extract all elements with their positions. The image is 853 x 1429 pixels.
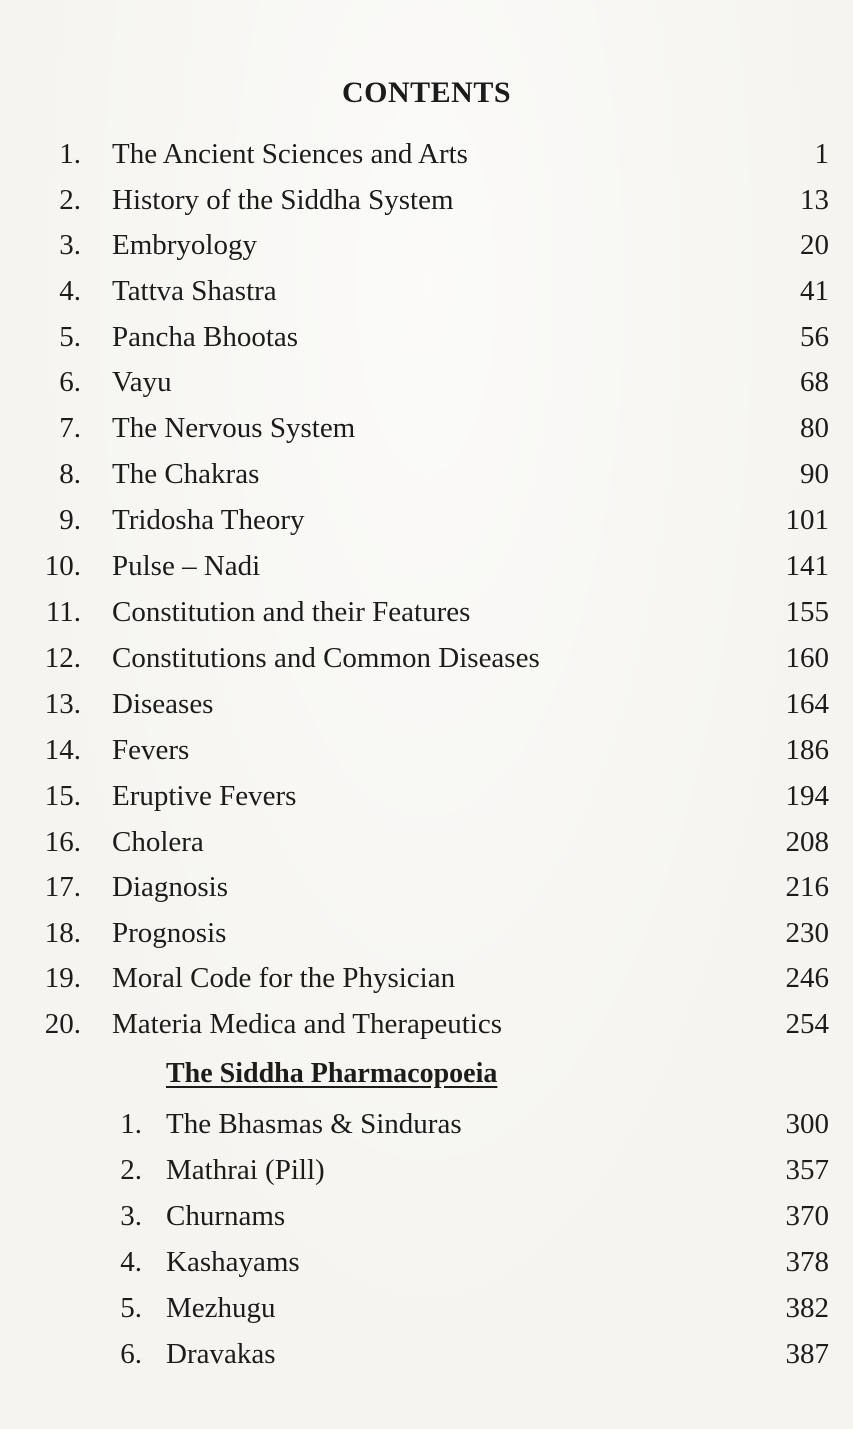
entry-title: Materia Medica and Therapeutics <box>112 1008 502 1040</box>
entry-title: Churnams <box>166 1200 286 1232</box>
entry-page: 300 <box>785 1108 829 1140</box>
entry-page: 357 <box>785 1154 829 1186</box>
entry-page: 382 <box>785 1292 829 1324</box>
toc-entry <box>0 958 853 998</box>
entry-number: 16. <box>44 826 81 858</box>
entry-page: 208 <box>785 826 829 858</box>
entry-title: The Chakras <box>112 458 260 490</box>
entry-page: 90 <box>800 458 829 490</box>
entry-number: 4. <box>59 275 81 307</box>
entry-title: Mathrai (Pill) <box>166 1154 325 1186</box>
entry-page: 254 <box>785 1008 829 1040</box>
toc-entry <box>0 1004 853 1044</box>
entry-title: Kashayams <box>166 1246 300 1278</box>
toc-entry <box>0 271 853 311</box>
entry-title: Constitutions and Common Diseases <box>112 642 540 674</box>
entry-number: 18. <box>44 917 81 949</box>
toc-entry <box>0 592 853 632</box>
entry-title: Fevers <box>112 734 190 766</box>
page-title: CONTENTS <box>341 76 512 109</box>
entry-page: 160 <box>785 642 829 674</box>
toc-subentry <box>0 1104 853 1144</box>
entry-number: 7. <box>59 412 81 444</box>
entry-page: 155 <box>785 596 829 628</box>
entry-title: Dravakas <box>166 1338 276 1370</box>
entry-title: Tattva Shastra <box>112 275 277 307</box>
entry-number: 6. <box>120 1338 142 1370</box>
entry-title: History of the Siddha System <box>112 184 454 216</box>
toc-entry <box>0 684 853 724</box>
entry-page: 80 <box>800 412 829 444</box>
entry-title: Diagnosis <box>112 871 228 903</box>
toc-entry <box>0 362 853 402</box>
entry-page: 370 <box>785 1200 829 1232</box>
entry-page: 230 <box>785 917 829 949</box>
entry-number: 2. <box>59 184 81 216</box>
entry-title: Pulse – Nadi <box>112 550 261 582</box>
entry-number: 2. <box>120 1154 142 1186</box>
entry-page: 216 <box>785 871 829 903</box>
entry-number: 10. <box>44 550 81 582</box>
entry-title: Eruptive Fevers <box>112 780 297 812</box>
entry-number: 3. <box>120 1200 142 1232</box>
entry-title: Moral Code for the Physician <box>112 962 456 994</box>
entry-page: 378 <box>785 1246 829 1278</box>
entry-page: 20 <box>800 229 829 261</box>
entry-number: 15. <box>44 780 81 812</box>
entry-title: Embryology <box>112 229 257 261</box>
entry-number: 1. <box>120 1108 142 1140</box>
entry-title: Constitution and their Features <box>112 596 471 628</box>
entry-number: 12. <box>44 642 81 674</box>
entry-number: 8. <box>59 458 81 490</box>
entry-title: The Ancient Sciences and Arts <box>112 138 468 170</box>
entry-number: 11. <box>45 596 81 628</box>
entry-page: 194 <box>785 780 829 812</box>
toc-entry <box>0 913 853 953</box>
entry-title: Pancha Bhootas <box>112 321 299 353</box>
entry-title: Diseases <box>112 688 214 720</box>
entry-number: 1. <box>59 138 81 170</box>
toc-subentry <box>0 1288 853 1328</box>
entry-page: 246 <box>785 962 829 994</box>
entry-number: 13. <box>44 688 81 720</box>
toc-entry <box>0 180 853 220</box>
entry-title: Prognosis <box>112 917 227 949</box>
entry-page: 164 <box>785 688 829 720</box>
toc-entry <box>0 317 853 357</box>
entry-page: 68 <box>800 366 829 398</box>
entry-title: Cholera <box>112 826 204 858</box>
entry-number: 5. <box>59 321 81 353</box>
entry-page: 56 <box>800 321 829 353</box>
entry-page: 101 <box>785 504 829 536</box>
toc-entry <box>0 546 853 586</box>
toc-entry <box>0 730 853 770</box>
entry-page: 1 <box>814 138 829 170</box>
toc-subentry <box>0 1334 853 1374</box>
toc-entry <box>0 225 853 265</box>
entry-page: 141 <box>785 550 829 582</box>
entry-title: Tridosha Theory <box>112 504 305 536</box>
entry-number: 19. <box>44 962 81 994</box>
entry-number: 14. <box>44 734 81 766</box>
entry-number: 20. <box>44 1008 81 1040</box>
entry-number: 9. <box>59 504 81 536</box>
entry-title: The Nervous System <box>112 412 356 444</box>
toc-subentry <box>0 1242 853 1282</box>
toc-entry <box>0 408 853 448</box>
toc-entry <box>0 776 853 816</box>
toc-entry <box>0 822 853 862</box>
toc-subentry <box>0 1196 853 1236</box>
entry-page: 13 <box>800 184 829 216</box>
entry-number: 4. <box>120 1246 142 1278</box>
toc-subentry <box>0 1150 853 1190</box>
entry-title: The Bhasmas & Sinduras <box>166 1108 462 1140</box>
entry-title: Mezhugu <box>166 1292 276 1324</box>
entry-page: 41 <box>800 275 829 307</box>
section-heading: The Siddha Pharmacopoeia <box>166 1058 498 1089</box>
toc-entry <box>0 454 853 494</box>
entry-number: 3. <box>59 229 81 261</box>
entry-title: Vayu <box>112 366 172 398</box>
toc-entry <box>0 134 853 174</box>
entry-number: 17. <box>44 871 81 903</box>
entry-number: 6. <box>59 366 81 398</box>
entry-page: 186 <box>785 734 829 766</box>
toc-entry <box>0 867 853 907</box>
toc-entry <box>0 638 853 678</box>
entry-page: 387 <box>785 1338 829 1370</box>
entry-number: 5. <box>120 1292 142 1324</box>
toc-entry <box>0 500 853 540</box>
